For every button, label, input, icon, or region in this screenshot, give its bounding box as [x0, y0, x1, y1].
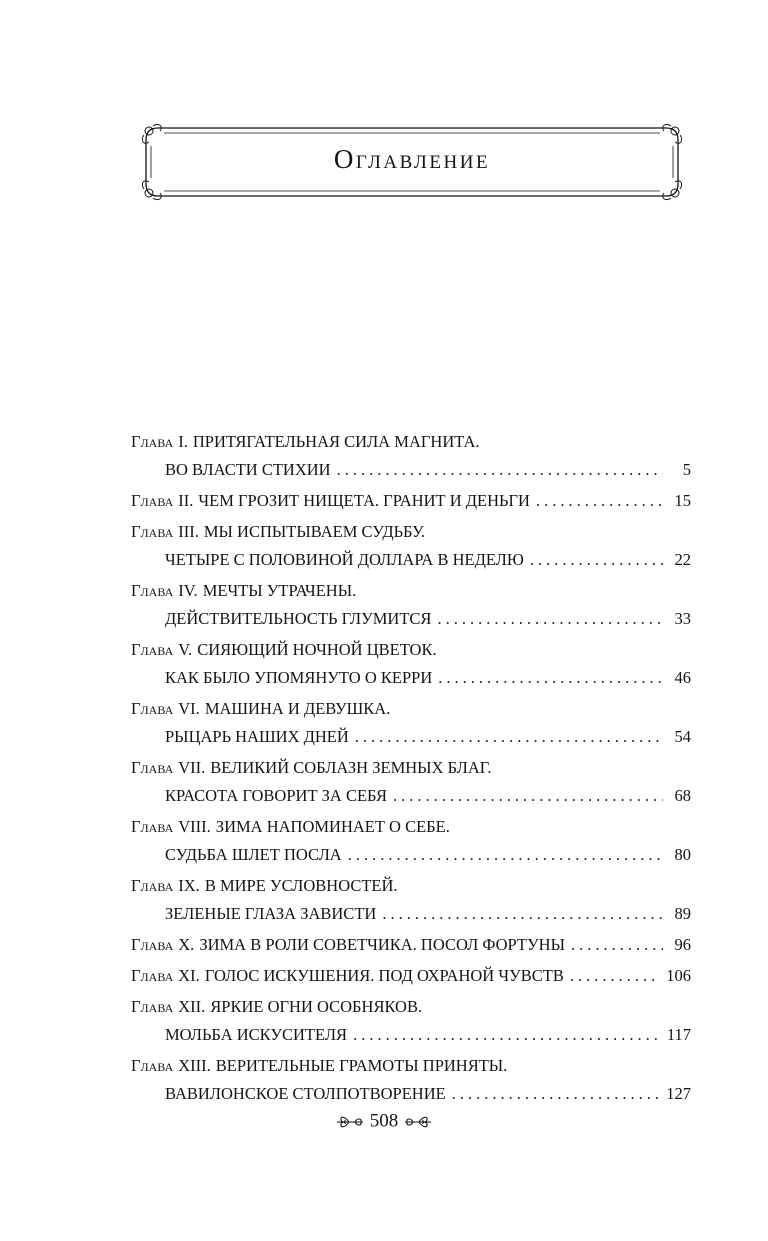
dot-leader — [438, 664, 663, 692]
page-number: 5 — [682, 460, 691, 479]
dot-leader — [571, 931, 663, 959]
toc-entry — [131, 993, 691, 1049]
chapter-label: Глава — [131, 997, 174, 1016]
chapter-subtitle: КРАСОТА ГОВОРИТ ЗА СЕБЯ — [165, 786, 387, 805]
toc-line — [131, 456, 691, 484]
dot-leader — [382, 900, 663, 928]
toc-entry — [131, 487, 691, 515]
chapter-title: МЕЧТЫ УТРАЧЕНЫ. — [202, 581, 357, 600]
page-number: 46 — [674, 668, 691, 687]
dot-leader — [530, 546, 663, 574]
toc-line — [131, 931, 691, 959]
chapter-number: XII. — [178, 997, 206, 1016]
chapter-label: Глава — [131, 581, 174, 600]
toc-line — [131, 993, 691, 1021]
page-number: 22 — [674, 550, 691, 569]
toc-entry — [131, 962, 691, 990]
chapter-title: ГОЛОС ИСКУШЕНИЯ. ПОД ОХРАНОЙ ЧУВСТВ — [204, 966, 564, 985]
page-number: 33 — [674, 609, 691, 628]
chapter-number: XI. — [178, 966, 200, 985]
chapter-number: VIII. — [178, 817, 211, 836]
chapter-title: В МИРЕ УСЛОВНОСТЕЙ. — [204, 876, 398, 895]
chapter-number: I. — [178, 432, 188, 451]
page-number: 106 — [666, 966, 691, 985]
chapter-subtitle: ЗЕЛЕНЫЕ ГЛАЗА ЗАВИСТИ — [165, 904, 377, 923]
dot-leader — [337, 456, 663, 484]
toc-line — [131, 487, 691, 515]
chapter-subtitle: КАК БЫЛО УПОМЯНУТО О КЕРРИ — [165, 668, 433, 687]
toc-line — [131, 723, 691, 751]
chapter-number: III. — [178, 522, 199, 541]
toc-line — [131, 1021, 691, 1049]
toc-entry — [131, 931, 691, 959]
toc-entry — [131, 813, 691, 869]
toc-entry — [131, 1052, 691, 1108]
page-number: 80 — [674, 845, 691, 864]
chapter-label: Глава — [131, 1056, 174, 1075]
chapter-subtitle: МОЛЬБА ИСКУСИТЕЛЯ — [165, 1025, 348, 1044]
toc-entry — [131, 872, 691, 928]
page-number: 89 — [674, 904, 691, 923]
chapter-subtitle: ДЕЙСТВИТЕЛЬНОСТЬ ГЛУМИТСЯ — [165, 609, 432, 628]
chapter-label: Глава — [131, 966, 174, 985]
page-number: 96 — [674, 935, 691, 954]
toc-line — [131, 962, 691, 990]
chapter-title: ВЕЛИКИЙ СОБЛАЗН ЗЕМНЫХ БЛАГ. — [210, 758, 492, 777]
toc-line — [131, 636, 691, 664]
chapter-subtitle: РЫЦАРЬ НАШИХ ДНЕЙ — [165, 727, 349, 746]
page-number: 68 — [674, 786, 691, 805]
toc-entry — [131, 577, 691, 633]
chapter-subtitle: ВАВИЛОНСКОЕ СТОЛПОТВОРЕНИЕ — [165, 1084, 446, 1103]
table-of-contents — [131, 428, 691, 1111]
chapter-label: Глава — [131, 699, 174, 718]
toc-line — [131, 872, 691, 900]
toc-line — [131, 813, 691, 841]
chapter-title: ЯРКИЕ ОГНИ ОСОБНЯКОВ. — [210, 997, 423, 1016]
toc-entry — [131, 428, 691, 484]
chapter-label: Глава — [131, 876, 174, 895]
dot-leader — [437, 605, 663, 633]
dot-leader — [536, 487, 663, 515]
chapter-label: Глава — [131, 491, 174, 510]
dot-leader — [355, 723, 663, 751]
chapter-number: XIII. — [178, 1056, 211, 1075]
toc-line — [131, 577, 691, 605]
ornament-right-icon — [403, 1113, 433, 1131]
chapter-title: ВЕРИТЕЛЬНЫЕ ГРАМОТЫ ПРИНЯТЫ. — [215, 1056, 508, 1075]
chapter-title: ПРИТЯГАТЕЛЬНАЯ СИЛА МАГНИТА. — [192, 432, 480, 451]
chapter-subtitle: ЧЕТЫРЕ С ПОЛОВИНОЙ ДОЛЛАРА В НЕДЕЛЮ — [165, 550, 524, 569]
toc-line — [131, 782, 691, 810]
dot-leader — [570, 962, 660, 990]
page-title: Оглавление — [333, 144, 491, 174]
toc-line — [131, 664, 691, 692]
chapter-title: ЗИМА В РОЛИ СОВЕТЧИКА. ПОСОЛ ФОРТУНЫ — [199, 935, 565, 954]
chapter-subtitle: СУДЬБА ШЛЕТ ПОСЛА — [165, 845, 342, 864]
chapter-number: X. — [178, 935, 195, 954]
toc-line — [131, 754, 691, 782]
page-number: 15 — [674, 491, 691, 510]
chapter-number: V. — [178, 640, 193, 659]
toc-line — [131, 428, 691, 456]
chapter-label: Глава — [131, 432, 174, 451]
toc-entry — [131, 518, 691, 574]
chapter-label: Глава — [131, 935, 174, 954]
chapter-label: Глава — [131, 640, 174, 659]
ornament-left-icon — [335, 1113, 365, 1131]
chapter-title: СИЯЮЩИЙ НОЧНОЙ ЦВЕТОК. — [197, 640, 437, 659]
dot-leader — [348, 841, 663, 869]
chapter-label: Глава — [131, 522, 174, 541]
chapter-label: Глава — [131, 817, 174, 836]
toc-line — [131, 546, 691, 574]
dot-leader — [452, 1080, 661, 1108]
chapter-number: VII. — [178, 758, 206, 777]
chapter-title: МЫ ИСПЫТЫВАЕМ СУДЬБУ. — [203, 522, 426, 541]
chapter-number: IV. — [178, 581, 198, 600]
folio-number: 508 — [369, 1110, 399, 1132]
page-number: 127 — [666, 1084, 691, 1103]
toc-entry — [131, 636, 691, 692]
toc-line — [131, 695, 691, 723]
page-number-footer — [0, 1110, 768, 1133]
page-number: 117 — [666, 1025, 691, 1044]
page-number: 54 — [674, 727, 691, 746]
chapter-number: IX. — [178, 876, 200, 895]
toc-line — [131, 518, 691, 546]
chapter-number: VI. — [178, 699, 200, 718]
toc-line — [131, 841, 691, 869]
chapter-title: МАШИНА И ДЕВУШКА. — [204, 699, 391, 718]
toc-line — [131, 605, 691, 633]
toc-entry — [131, 695, 691, 751]
toc-line — [131, 1052, 691, 1080]
dot-leader — [353, 1021, 661, 1049]
chapter-label: Глава — [131, 758, 174, 777]
dot-leader — [393, 782, 663, 810]
chapter-title: ЧЕМ ГРОЗИТ НИЩЕТА. ГРАНИТ И ДЕНЬГИ — [198, 491, 530, 510]
title-frame — [140, 122, 684, 202]
toc-entry — [131, 754, 691, 810]
toc-line — [131, 1080, 691, 1108]
chapter-number: II. — [178, 491, 194, 510]
chapter-subtitle: ВО ВЛАСТИ СТИХИИ — [165, 460, 331, 479]
toc-line — [131, 900, 691, 928]
chapter-title: ЗИМА НАПОМИНАЕТ О СЕБЕ. — [215, 817, 450, 836]
